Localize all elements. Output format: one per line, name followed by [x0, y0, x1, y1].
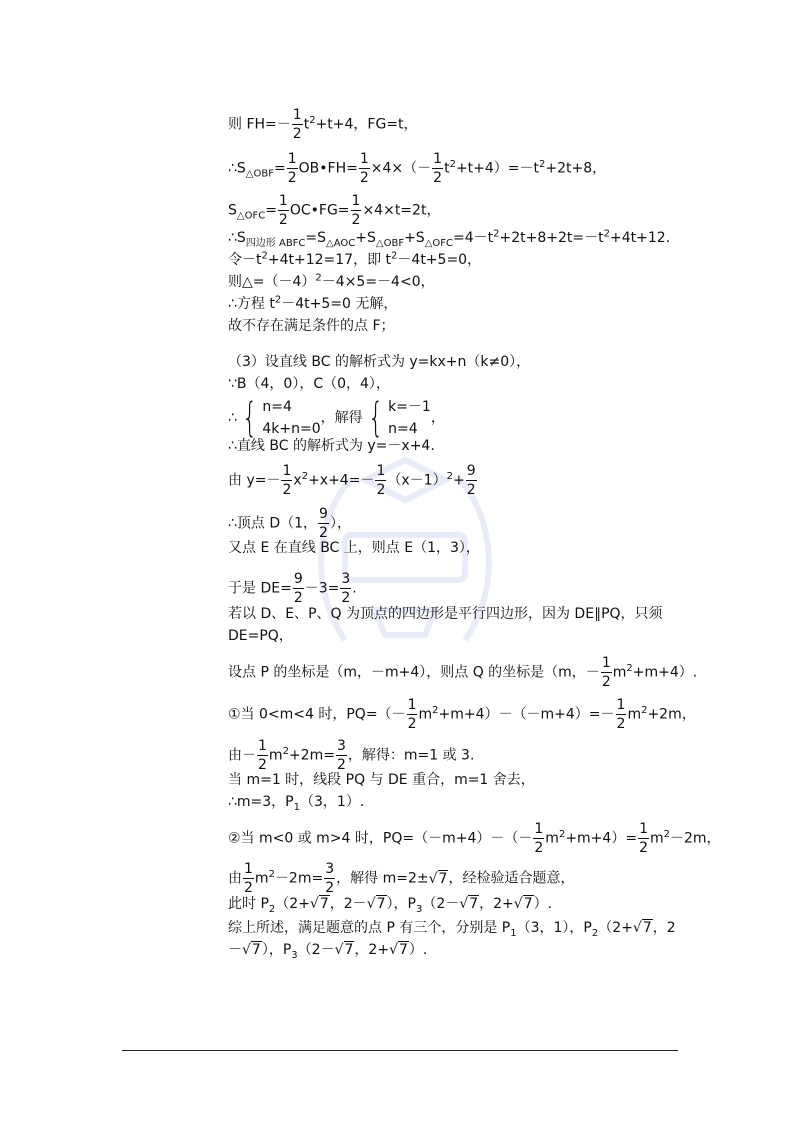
fraction: $\frac{1}{2}$ — [351, 193, 361, 228]
line-fh: 则 FH=－ $\frac{1}{2}$ $t^2+t+4$，FG=t， — [228, 107, 418, 142]
line-part3-intro: （3）设直线 BC 的解析式为 y=kx+n（k≠0）， — [228, 354, 531, 370]
fraction: $\frac{1}{2}$ — [244, 861, 253, 896]
line-case1: ①当 0<m<4 时，PQ=（－ $\frac{1}{2}$ $m^2+m+4)-(-m+4)=-$ $\frac{1}{2}$ $m^2+2m$， — [228, 697, 696, 732]
line-points-pq: 设点 P 的坐标是（m，－m+4），则点 Q 的坐标是（m，－ $\frac{1}{2}$ $m^2+m+4$）. — [228, 655, 698, 690]
line-case2-solve: 由 $\frac{1}{2}$ $m^2-2m=$ $\frac{3}{2}$ ，解得 m=2±√7，经检验适合题意， — [228, 861, 575, 896]
line-vertex-d: ∴顶点 D（1， $\frac{9}{2}$ ）， — [228, 506, 351, 541]
line-de-length: 于是 DE= $\frac{9}{2}$ －3= $\frac{3}{2}$ . — [228, 571, 357, 606]
square-root: √7 — [428, 870, 448, 887]
line-point-e: 又点 E 在直线 BC 上，则点 E（1，3）， — [228, 540, 480, 556]
solution-system: { k=－1 n=4 — [367, 395, 431, 441]
line-case2: ②当 m<0 或 m>4 时，PQ=（－m+4）－（－ $\frac{1}{2}$ $m^2+m+4)=$ $\frac{1}{2}$ $m^2-2m$， — [228, 821, 721, 856]
line-points-bc: ∵B（4，0），C（0，4）， — [228, 376, 390, 392]
fraction: $\frac{9}{2}$ — [319, 506, 328, 541]
line-p2-p3: 此时 $P_2(2+√7$，2－√7），$P_3(2-√7$，2+√7）. — [228, 896, 553, 915]
fraction: $\frac{1}{2}$ — [258, 738, 267, 773]
square-root: √7 — [389, 942, 408, 958]
line-case1-solve: 由－ $\frac{1}{2}$ $m^2+2m=$ $\frac{3}{2}$ ，解得：m=1 或 3. — [228, 738, 475, 773]
fraction: $\frac{1}{2}$ — [278, 193, 288, 228]
line-no-solution: ∴方程 $t^2-4t+5=0$ 无解， — [228, 294, 398, 312]
fraction: $\frac{1}{2}$ — [601, 655, 611, 690]
fraction: $\frac{1}{2}$ — [359, 151, 369, 186]
square-root: √7 — [242, 942, 261, 958]
square-root: √7 — [309, 896, 329, 912]
line-let-eq: 令$-t^2+4t+12=17$，即 $t^2-4t+5=0$， — [228, 250, 482, 268]
square-root: √7 — [334, 942, 354, 958]
line-s-ofc: $S_{\triangle OFC}=$ $\frac{1}{2}$ OC•FG= $\frac{1}{2}$ ×4×t=2t， — [228, 193, 441, 228]
fraction: $\frac{1}{2}$ — [376, 463, 386, 498]
footer-rule — [122, 1050, 678, 1051]
fraction: $\frac{1}{2}$ — [282, 463, 292, 498]
line-p1: ∴m=3，$P_1(3$，1）. — [228, 794, 365, 813]
line-conclusion-f: 故不存在满足条件的点 F； — [228, 318, 395, 334]
fraction: $\frac{1}{2}$ — [287, 151, 297, 186]
line-de-eq-pq: DE=PQ， — [228, 628, 293, 644]
line-system: ∴ { n=4 4k+n=0 ，解得 { k=－1 n=4 ， — [228, 395, 445, 441]
line-s-obf: $\therefore S_{\triangle OBF}=$ $\frac{1}{2}$ OB•FH= $\frac{1}{2}$ ×4×（－ $\frac{1}{2}$ $t^2+t+4)=-t^2+2t+8$， — [228, 151, 607, 186]
fraction: $\frac{9}{2}$ — [293, 571, 303, 606]
fraction: $\frac{1}{2}$ — [407, 697, 417, 732]
line-summary-cont: －√7），$P_3(2-√7$，2+√7）. — [228, 942, 428, 961]
fraction: $\frac{3}{2}$ — [325, 861, 335, 896]
fraction: $\frac{3}{2}$ — [341, 571, 351, 606]
fraction: $\frac{1}{2}$ — [433, 151, 443, 186]
line-bc-equation: ∴直线 BC 的解析式为 y=－x+4. — [228, 438, 435, 454]
fraction: $\frac{1}{2}$ — [639, 821, 648, 856]
line-parallelogram: 若以 D、E、P、Q 为顶点的四边形是平行四边形，因为 DE∥PQ，只须 — [228, 606, 663, 622]
fraction: $\frac{9}{2}$ — [466, 463, 476, 498]
fraction: $\frac{1}{2}$ — [616, 697, 626, 732]
line-discriminant: 则$\triangle=(-4)^2-4\times 5=-4<0$， — [228, 272, 435, 290]
fraction: $\frac{1}{2}$ — [292, 107, 302, 142]
square-root: √7 — [366, 896, 386, 912]
fraction: $\frac{1}{2}$ — [534, 821, 544, 856]
square-root: √7 — [513, 896, 533, 912]
line-m1-reject: 当 m=1 时，线段 PQ 与 DE 重合，m=1 舍去， — [228, 772, 535, 788]
line-vertex-form: 由 y=－ $\frac{1}{2}$ $x^2+x+4=-$ $\frac{1}{2}$ $(x-1)^2+$ $\frac{9}{2}$ — [228, 463, 476, 498]
line-s-abfc: $\therefore S_{四边形 ABFC}=S_{\triangle AOC}+S_{\triangle OBF}+S_{\triangle OFC}=4-t^2+2t+8+2t=-t^2+4t+12$. — [228, 228, 671, 249]
fraction: $\frac{3}{2}$ — [336, 738, 346, 773]
line-summary: 综上所述，满足题意的点 P 有三个，分别是 $P_1(3$，1），$P_2(2+√7$，2 — [228, 920, 676, 939]
square-root: √7 — [459, 896, 479, 912]
equation-system: { n=4 4k+n=0 — [242, 395, 321, 441]
square-root: √7 — [632, 920, 652, 936]
